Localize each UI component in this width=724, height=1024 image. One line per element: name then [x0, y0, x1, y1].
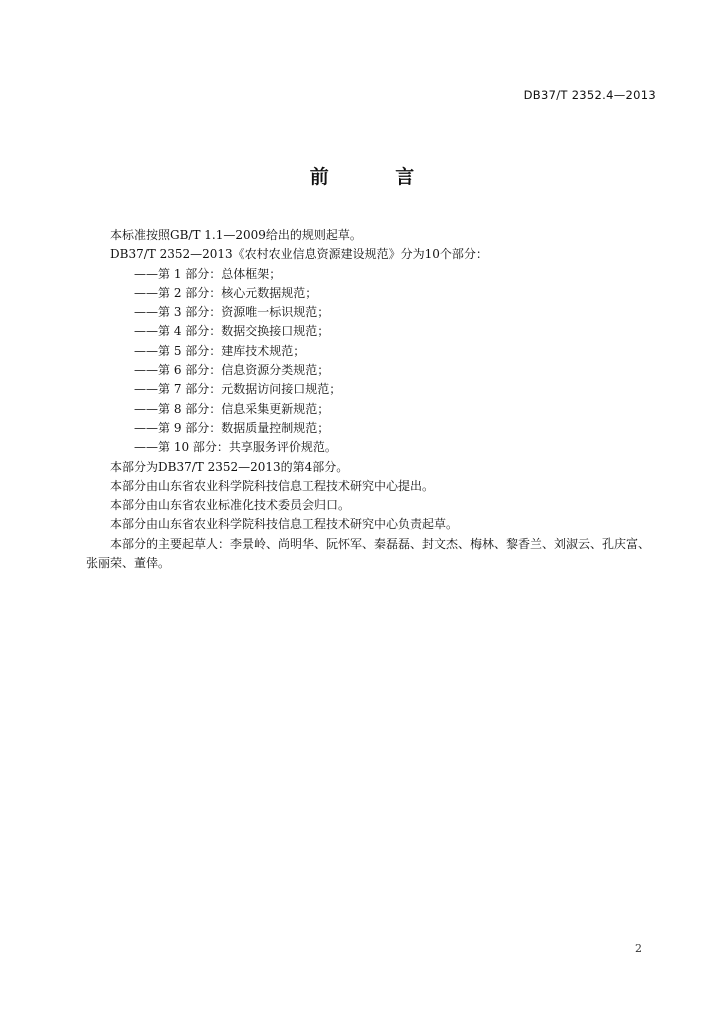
paragraph-centralized-by: 本部分由山东省农业标准化技术委员会归口。: [110, 498, 351, 513]
list-item: ——第 3 部分：资源唯一标识规范；: [134, 305, 330, 320]
paragraph-main-drafters: 本部分的主要起草人：李景岭、尚明华、阮怀军、秦磊磊、封文杰、梅林、黎香兰、刘淑云、孔庆富、张丽荣、董倖。: [86, 536, 651, 571]
list-item: ——第 2 部分：核心元数据规范；: [134, 285, 318, 300]
document-code: DB37/T 2352.4—2013: [523, 88, 656, 102]
page-number: 2: [635, 942, 642, 955]
list-item: ——第 7 部分：元数据访问接口规范；: [134, 382, 342, 397]
list-item: ——第 1 部分：总体框架；: [134, 266, 282, 281]
list-item: ——第 8 部分：信息采集更新规范；: [134, 401, 330, 416]
list-item: ——第 10 部分：共享服务评价规范。: [134, 440, 337, 455]
paragraph-drafted-by: 本部分由山东省农业科学院科技信息工程技术研究中心负责起草。: [110, 517, 459, 532]
parts-list: [86, 265, 660, 458]
page-title: 前 言: [309, 166, 445, 188]
list-item: ——第 4 部分：数据交换接口规范；: [134, 324, 330, 339]
paragraph-proposed-by: 本部分由山东省农业科学院科技信息工程技术研究中心提出。: [110, 478, 435, 493]
list-item: ——第 9 部分：数据质量控制规范；: [134, 420, 330, 435]
paragraph-parts-intro: DB37/T 2352—2013《农村农业信息资源建设规范》分为10个部分：: [110, 247, 488, 262]
foreword-body: [86, 226, 660, 573]
paragraph-part-number: 本部分为DB37/T 2352—2013的第4部分。: [110, 459, 349, 474]
paragraph-drafting-rules: 本标准按照GB/T 1.1—2009给出的规则起草。: [110, 228, 362, 242]
list-item: ——第 5 部分：建库技术规范；: [134, 343, 306, 358]
list-item: ——第 6 部分：信息资源分类规范；: [134, 363, 330, 378]
